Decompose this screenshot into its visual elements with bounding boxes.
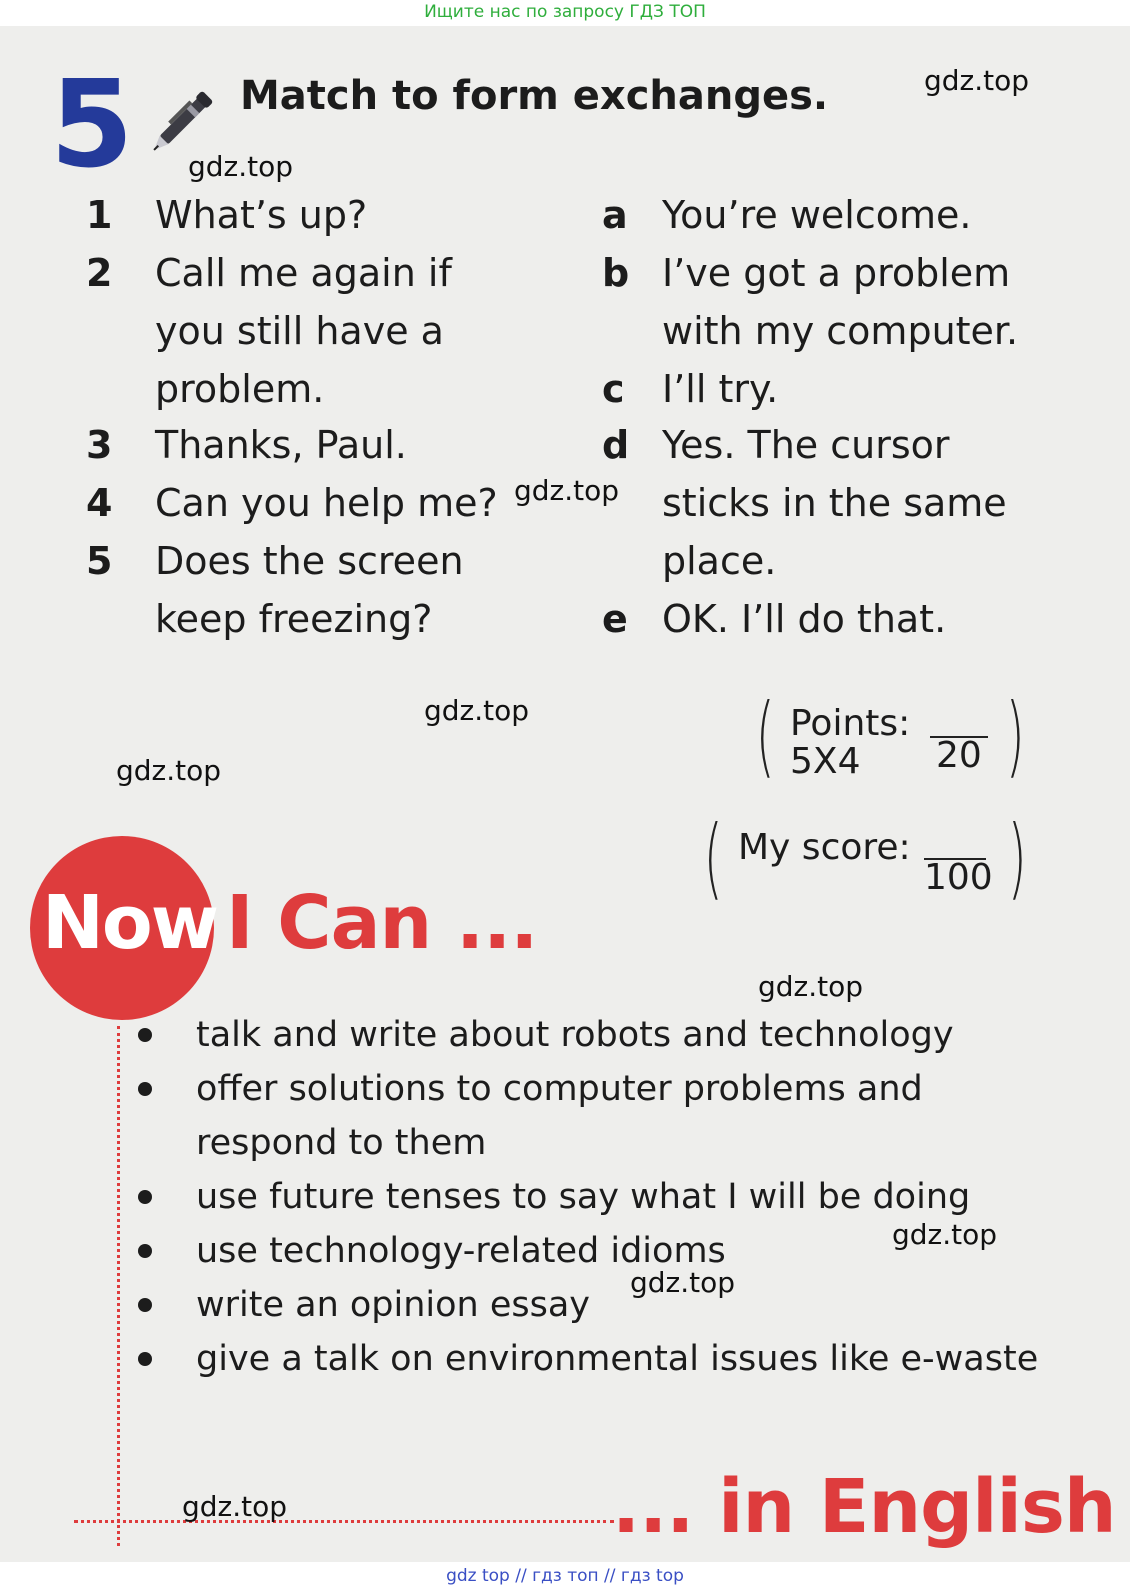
item-text: What’s up? bbox=[155, 193, 368, 237]
can-do-item: use technology-related idioms bbox=[196, 1231, 726, 1271]
option-text: Yes. The cursor bbox=[662, 423, 950, 467]
bullet bbox=[138, 1244, 152, 1258]
can-do-item: talk and write about robots and technology bbox=[196, 1015, 954, 1055]
points-formula: 5X4 bbox=[790, 741, 861, 782]
bullet bbox=[138, 1028, 152, 1042]
watermark: gdz.top bbox=[182, 1490, 288, 1523]
bullet bbox=[138, 1082, 152, 1096]
can-do-item: write an opinion essay bbox=[196, 1285, 591, 1325]
item-text: keep freezing? bbox=[155, 597, 433, 641]
can-do-item: give a talk on environmental issues like e-waste bbox=[196, 1339, 1039, 1379]
item-text: Call me again if bbox=[155, 251, 452, 295]
can-do-item: use future tenses to say what I will be doing bbox=[196, 1177, 971, 1217]
item-number: 5 bbox=[86, 539, 113, 583]
score-label: My score: bbox=[738, 827, 911, 868]
points-value: 20 bbox=[936, 735, 982, 776]
watermark: gdz.top bbox=[424, 694, 530, 727]
option-text: place. bbox=[662, 539, 777, 583]
watermark: gdz.top bbox=[630, 1266, 736, 1299]
watermark: gdz.top bbox=[188, 150, 294, 183]
option-letter: b bbox=[602, 251, 630, 295]
item-text: Can you help me? bbox=[155, 481, 498, 525]
bullet bbox=[138, 1190, 152, 1204]
watermark: gdz.top bbox=[116, 754, 222, 787]
can-do-item: respond to them bbox=[196, 1123, 487, 1163]
dotted-horizontal-rule bbox=[74, 1520, 614, 1523]
item-text: Thanks, Paul. bbox=[155, 423, 407, 467]
bullet bbox=[138, 1352, 152, 1366]
bottom-banner[interactable]: gdz top // гдз топ // гдз top bbox=[0, 1562, 1130, 1591]
close-paren: ) bbox=[1007, 806, 1027, 909]
textbook-page bbox=[0, 26, 1130, 1562]
i-can-heading: I Can ... bbox=[226, 880, 538, 966]
watermark: gdz.top bbox=[924, 64, 1030, 97]
item-number: 2 bbox=[86, 251, 113, 295]
points-label: Points: bbox=[790, 703, 911, 744]
watermark: gdz.top bbox=[892, 1218, 998, 1251]
option-letter: a bbox=[602, 193, 628, 237]
item-number: 1 bbox=[86, 193, 113, 237]
can-do-item: offer solutions to computer problems and bbox=[196, 1069, 923, 1109]
item-text: Does the screen bbox=[155, 539, 464, 583]
pen-icon bbox=[148, 78, 228, 154]
exercise-title: Match to form exchanges. bbox=[240, 73, 829, 119]
option-text: sticks in the same bbox=[662, 481, 1007, 525]
score-value[interactable]: 100 bbox=[924, 857, 993, 898]
item-text: you still have a bbox=[155, 309, 444, 353]
points-box bbox=[755, 684, 1042, 790]
option-letter: d bbox=[602, 423, 630, 467]
item-number: 4 bbox=[86, 481, 113, 525]
in-english-heading: ... in English bbox=[612, 1464, 1116, 1550]
option-text: with my computer. bbox=[662, 309, 1019, 353]
item-number: 3 bbox=[86, 423, 113, 467]
close-paren: ) bbox=[1005, 684, 1025, 787]
open-paren: ( bbox=[755, 684, 775, 787]
now-label: Now bbox=[42, 880, 218, 966]
top-banner[interactable]: Ищите нас по запросу ГДЗ ТОП bbox=[0, 0, 1130, 26]
option-letter: e bbox=[602, 597, 628, 641]
item-text: problem. bbox=[155, 367, 325, 411]
bullet bbox=[138, 1298, 152, 1312]
dotted-vertical-rule bbox=[117, 1026, 120, 1546]
score-box bbox=[703, 806, 1042, 914]
exercise-number: 5 bbox=[50, 56, 130, 195]
open-paren: ( bbox=[703, 806, 723, 909]
option-text: I’ve got a problem bbox=[662, 251, 1011, 295]
option-text: I’ll try. bbox=[662, 367, 779, 411]
option-text: You’re welcome. bbox=[662, 193, 972, 237]
option-letter: c bbox=[602, 367, 625, 411]
watermark: gdz.top bbox=[514, 474, 620, 507]
watermark: gdz.top bbox=[758, 970, 864, 1003]
option-text: OK. I’ll do that. bbox=[662, 597, 947, 641]
